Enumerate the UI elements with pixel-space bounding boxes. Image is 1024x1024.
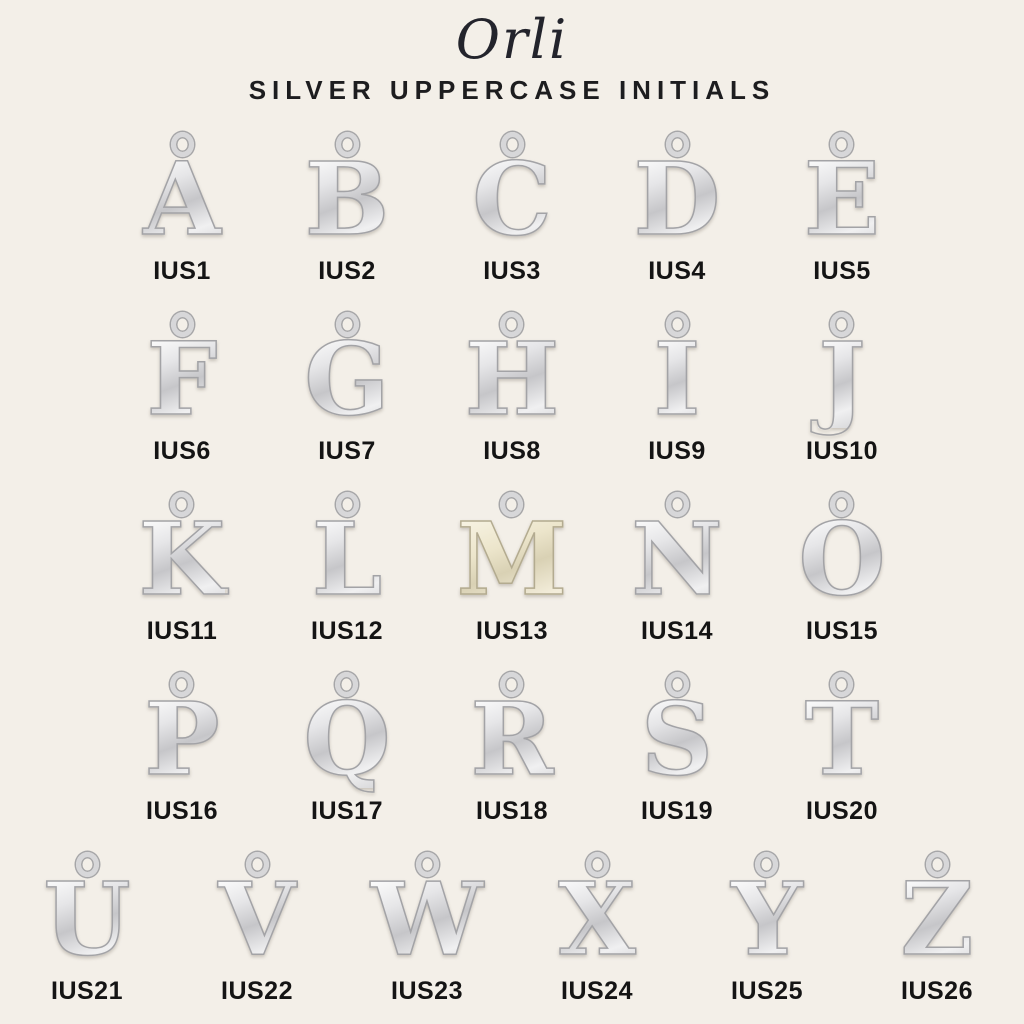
charm-letter: E xyxy=(803,140,881,259)
jump-ring-icon xyxy=(666,312,689,337)
charm-code-label: IUS17 xyxy=(311,797,383,826)
charm-code-label: IUS20 xyxy=(806,797,878,826)
jump-ring-icon xyxy=(171,132,194,157)
charm-letter: X xyxy=(558,860,636,979)
charm-letter: B xyxy=(304,140,390,259)
charm-code-label: IUS23 xyxy=(391,977,463,1006)
charm-letter: C xyxy=(472,140,552,259)
charm-code-label: IUS8 xyxy=(483,437,541,466)
charm-code-label: IUS5 xyxy=(813,257,871,286)
charm-letter: Z xyxy=(900,860,974,979)
charm-code-label: IUS2 xyxy=(318,257,376,286)
charm-letter: L xyxy=(311,500,383,619)
jump-ring-icon xyxy=(171,312,194,337)
letter-charm xyxy=(304,122,390,259)
jump-ring-icon xyxy=(246,852,269,877)
charm-item xyxy=(272,122,422,286)
letter-charm xyxy=(803,122,881,259)
charm-code-label: IUS1 xyxy=(153,257,211,286)
letter-charm xyxy=(311,482,383,619)
charm-code-label: IUS9 xyxy=(648,437,706,466)
letter-charm xyxy=(303,662,391,799)
letter-charm xyxy=(804,662,880,799)
charm-item xyxy=(272,662,422,826)
charm-code-label: IUS13 xyxy=(476,617,548,646)
jump-ring-icon xyxy=(336,132,359,157)
letter-charm xyxy=(464,302,560,439)
charm-item xyxy=(107,122,257,286)
letter-charm xyxy=(798,482,886,619)
charm-letter: O xyxy=(798,500,886,619)
charm-item xyxy=(867,842,1007,1006)
charm-letter: K xyxy=(138,500,226,619)
letter-charm xyxy=(456,482,568,619)
letter-charm xyxy=(731,842,803,979)
charm-code-label: IUS12 xyxy=(311,617,383,646)
letter-charm xyxy=(304,302,390,439)
charm-item xyxy=(107,302,257,466)
charm-letter: V xyxy=(218,860,296,979)
charm-code-label: IUS22 xyxy=(221,977,293,1006)
letter-charm xyxy=(640,662,714,799)
letter-charm xyxy=(818,302,866,439)
charm-code-label: IUS14 xyxy=(641,617,713,646)
charm-letter: S xyxy=(640,680,714,799)
jump-ring-icon xyxy=(666,672,689,697)
charm-item xyxy=(767,662,917,826)
brand-logo: Orli xyxy=(455,8,569,71)
charm-letter: A xyxy=(143,140,221,259)
charm-code-label: IUS6 xyxy=(153,437,211,466)
letter-charm xyxy=(143,122,221,259)
jump-ring-icon xyxy=(336,492,359,517)
letter-charm xyxy=(472,122,552,259)
charm-row xyxy=(107,482,917,646)
charm-code-label: IUS19 xyxy=(641,797,713,826)
letter-charm xyxy=(900,842,974,979)
jump-ring-icon xyxy=(926,852,949,877)
charm-row xyxy=(107,302,917,466)
charm-code-label: IUS10 xyxy=(806,437,878,466)
charm-item xyxy=(437,302,587,466)
charm-row xyxy=(107,662,917,826)
charm-code-label: IUS11 xyxy=(146,617,218,646)
charm-code-label: IUS24 xyxy=(561,977,633,1006)
charm-item xyxy=(107,662,257,826)
charm-item xyxy=(437,482,587,646)
jump-ring-icon xyxy=(336,312,359,337)
letter-charm xyxy=(558,842,636,979)
charm-letter: D xyxy=(633,140,721,259)
charm-code-label: IUS25 xyxy=(731,977,803,1006)
letter-charm xyxy=(43,842,131,979)
charm-code-label: IUS26 xyxy=(901,977,973,1006)
charm-letter: I xyxy=(653,320,701,439)
charm-item xyxy=(357,842,497,1006)
charm-letter: N xyxy=(631,500,723,619)
charm-item xyxy=(602,482,752,646)
charm-letter: Y xyxy=(731,860,803,979)
charm-letter: M xyxy=(456,500,568,619)
charm-letter: H xyxy=(464,320,560,439)
charm-item xyxy=(697,842,837,1006)
jump-ring-icon xyxy=(666,132,689,157)
charm-letter: P xyxy=(144,680,220,799)
charm-letter: J xyxy=(818,320,866,439)
page-title: SILVER UPPERCASE INITIALS xyxy=(248,75,776,106)
charm-item xyxy=(272,482,422,646)
charm-item xyxy=(767,302,917,466)
jump-ring-icon xyxy=(586,852,609,877)
letter-charm xyxy=(218,842,296,979)
jump-ring-icon xyxy=(76,852,99,877)
charm-item xyxy=(437,662,587,826)
jump-ring-icon xyxy=(416,852,439,877)
charm-item xyxy=(767,122,917,286)
letter-charm xyxy=(633,122,721,259)
charm-grid xyxy=(0,122,1024,1022)
charm-letter: T xyxy=(804,680,880,799)
charm-letter: U xyxy=(43,860,131,979)
charm-letter: R xyxy=(470,680,554,799)
charm-letter: Q xyxy=(303,680,391,799)
charm-item xyxy=(272,302,422,466)
charm-code-label: IUS16 xyxy=(146,797,218,826)
letter-charm xyxy=(631,482,723,619)
charm-code-label: IUS7 xyxy=(318,437,376,466)
letter-charm xyxy=(146,302,218,439)
jump-ring-icon xyxy=(501,132,524,157)
letter-charm xyxy=(653,302,701,439)
letter-charm xyxy=(138,482,226,619)
charm-item xyxy=(602,122,752,286)
charm-code-label: IUS3 xyxy=(483,257,541,286)
charm-code-label: IUS18 xyxy=(476,797,548,826)
charm-item xyxy=(437,122,587,286)
charm-item xyxy=(17,842,157,1006)
charm-item xyxy=(527,842,667,1006)
charm-item xyxy=(602,302,752,466)
charm-code-label: IUS15 xyxy=(806,617,878,646)
charm-item xyxy=(107,482,257,646)
charm-letter: F xyxy=(146,320,218,439)
charm-code-label: IUS21 xyxy=(51,977,123,1006)
jump-ring-icon xyxy=(666,492,689,517)
charm-item xyxy=(187,842,327,1006)
letter-charm xyxy=(370,842,484,979)
charm-letter: G xyxy=(304,320,390,439)
charm-code-label: IUS4 xyxy=(648,257,706,286)
charm-letter: W xyxy=(370,860,484,979)
letter-charm xyxy=(144,662,220,799)
letter-charm xyxy=(470,662,554,799)
charm-item xyxy=(767,482,917,646)
charm-row xyxy=(107,122,917,286)
charm-row xyxy=(17,842,1007,1006)
charm-item xyxy=(602,662,752,826)
